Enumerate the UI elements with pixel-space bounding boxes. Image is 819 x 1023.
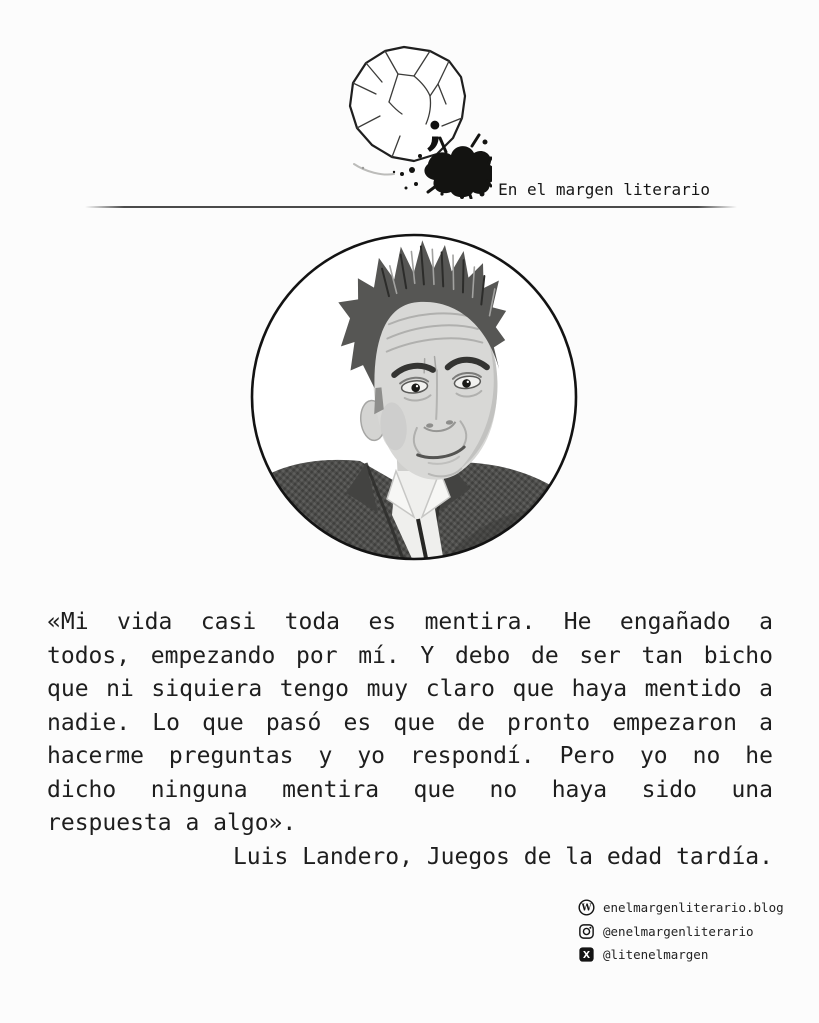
social-links (578, 899, 784, 963)
social-handle: @litenelmargen (603, 947, 709, 962)
semicolon-glyph: ; (426, 100, 444, 156)
x-icon (578, 946, 595, 963)
quote-line: todos, empezando por mí. Y debo de ser tan bicho (47, 642, 773, 669)
quote-line: dicho ninguna mentira que no haya sido una (47, 776, 773, 803)
social-handle: enelmargenliterario.blog (603, 900, 784, 915)
social-handle: @enelmargenliterario (603, 923, 754, 939)
author-portrait (248, 231, 580, 563)
svg-text:W: W (581, 903, 592, 914)
pencil-shadow (354, 164, 394, 175)
quote-line: hacerme preguntas y yo respondí. Pero yo no he (47, 743, 773, 769)
social-link-wordpress (578, 899, 784, 916)
header-divider (85, 206, 737, 208)
crumpled-paper-logo-icon (342, 44, 492, 199)
paper-ball-icon (350, 47, 465, 161)
quote-attribution: Luis Landero, Juegos de la edad tardía. (232, 843, 773, 870)
quote-block (47, 606, 773, 874)
instagram-icon (578, 923, 595, 940)
quote-line: nadie. Lo que pasó es que de pronto empezaron a (47, 709, 773, 736)
quote-line: «Mi vida casi toda es mentira. He engañado a (47, 609, 773, 635)
author-photo (248, 231, 580, 563)
brand-logo (342, 44, 492, 199)
wordpress-icon (578, 899, 595, 916)
social-link-instagram (578, 923, 784, 940)
svg-text:X: X (582, 950, 591, 962)
quote-line: que ni siquiera tengo muy claro que haya mentido a (47, 676, 773, 702)
social-link-x (578, 946, 784, 963)
quote-line: respuesta a algo». (47, 810, 297, 836)
brand-name: En el margen literario (498, 180, 710, 199)
